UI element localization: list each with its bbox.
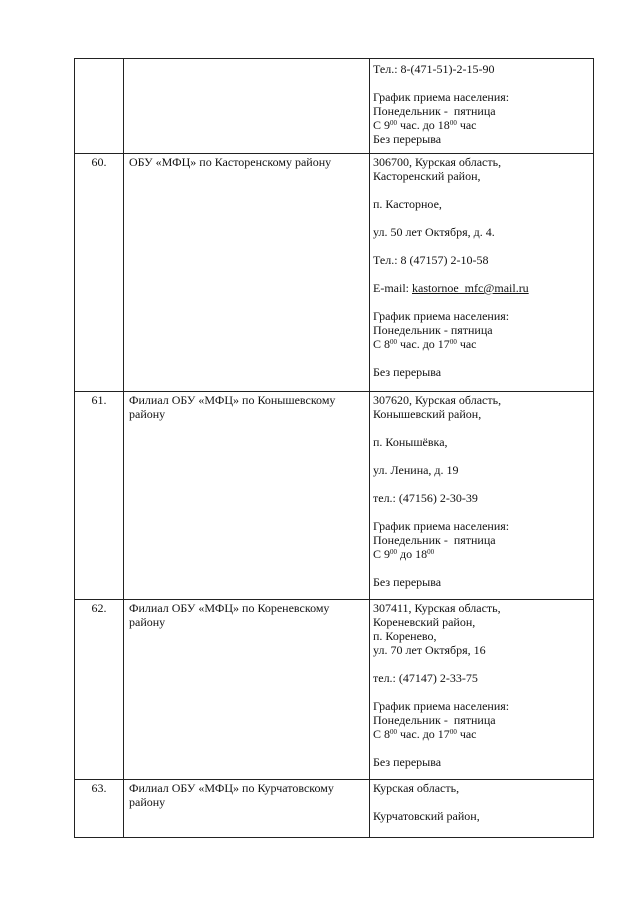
- address-line: Понедельник - пятница: [373, 713, 496, 727]
- row-number: 62.: [91, 601, 107, 615]
- address-line: [373, 239, 599, 253]
- address-line: Касторенский район,: [373, 169, 481, 183]
- address-line: Без перерыва: [373, 755, 442, 769]
- row-number: 63.: [91, 781, 107, 795]
- address-line: ул. 50 лет Октября, д. 4.: [373, 225, 495, 239]
- office-name: Филиал ОБУ «МФЦ» по Кореневскому району: [129, 601, 330, 629]
- address-line: [373, 183, 599, 197]
- address-line: Без перерыва: [373, 365, 442, 379]
- address-line: Понедельник - пятница: [373, 104, 496, 118]
- address-line: [373, 477, 599, 491]
- address-line: [373, 267, 599, 281]
- email-line: E-mail: kastornoe_mfc@mail.ru: [373, 281, 529, 295]
- address-line: [373, 505, 599, 519]
- row-number: 61.: [91, 393, 107, 407]
- address-line: 306700, Курская область,: [373, 155, 502, 169]
- hours-line: С $9^{00}$ час. до $18^{00}$ час: [373, 118, 477, 132]
- row-number: 60.: [91, 155, 107, 169]
- address-line: 307411, Курская область,: [373, 601, 501, 615]
- email-link[interactable]: kastornoe_mfc@mail.ru: [412, 281, 529, 295]
- address-line: [373, 421, 599, 435]
- mfc-address-table: [74, 58, 594, 838]
- address-line: Тел.: 8-(471-51)-2-15-90: [373, 62, 495, 76]
- row-divider: [75, 779, 593, 780]
- office-address: [373, 601, 599, 769]
- office-name: Филиал ОБУ «МФЦ» по Конышевскому району: [129, 393, 336, 421]
- address-line: Кореневский район,: [373, 615, 476, 629]
- office-name: ОБУ «МФЦ» по Касторенскому району: [129, 155, 332, 169]
- column-divider: [123, 59, 124, 837]
- address-line: тел.: (47147) 2-33-75: [373, 671, 478, 685]
- office-name: Филиал ОБУ «МФЦ» по Курчатовскому району: [129, 781, 334, 809]
- hours-line: С $8^{00}$ час. до $17^{00}$ час: [373, 727, 477, 741]
- address-line: Без перерыва: [373, 132, 442, 146]
- address-line: [373, 295, 599, 309]
- address-line: п. Конышёвка,: [373, 435, 448, 449]
- address-line: [373, 449, 599, 463]
- office-address: [373, 781, 599, 823]
- address-line: тел.: (47156) 2-30-39: [373, 491, 478, 505]
- address-line: Понедельник - пятница: [373, 533, 496, 547]
- column-divider: [369, 59, 370, 837]
- address-line: Понедельник - пятница: [373, 323, 493, 337]
- address-line: [373, 561, 599, 575]
- office-address: [373, 155, 599, 379]
- row-divider: [75, 391, 593, 392]
- address-line: [373, 657, 599, 671]
- address-line: ул. 70 лет Октября, 16: [373, 643, 486, 657]
- address-line: График приема населения:: [373, 699, 510, 713]
- address-line: График приема населения:: [373, 90, 510, 104]
- address-line: Без перерыва: [373, 575, 442, 589]
- address-line: График приема населения:: [373, 519, 510, 533]
- address-line: [373, 351, 599, 365]
- address-line: 307620, Курская область,: [373, 393, 502, 407]
- address-line: [373, 685, 599, 699]
- row-divider: [75, 153, 593, 154]
- address-line: ул. Ленина, д. 19: [373, 463, 459, 477]
- address-line: Курская область,: [373, 781, 460, 795]
- office-address: [373, 393, 599, 589]
- address-line: п. Касторное,: [373, 197, 442, 211]
- row-continued-address: [373, 62, 599, 146]
- address-line: Тел.: 8 (47157) 2-10-58: [373, 253, 489, 267]
- address-line: Конышевский район,: [373, 407, 482, 421]
- address-line: [373, 741, 599, 755]
- address-line: п. Коренево,: [373, 629, 437, 643]
- hours-line: С $9^{00}$ до $18^{00}$: [373, 547, 435, 561]
- address-line: [373, 795, 599, 809]
- address-line: График приема населения:: [373, 309, 510, 323]
- address-line: Курчатовский район,: [373, 809, 480, 823]
- hours-line: С $8^{00}$ час. до $17^{00}$ час: [373, 337, 477, 351]
- address-line: [373, 76, 599, 90]
- address-line: [373, 211, 599, 225]
- row-divider: [75, 599, 593, 600]
